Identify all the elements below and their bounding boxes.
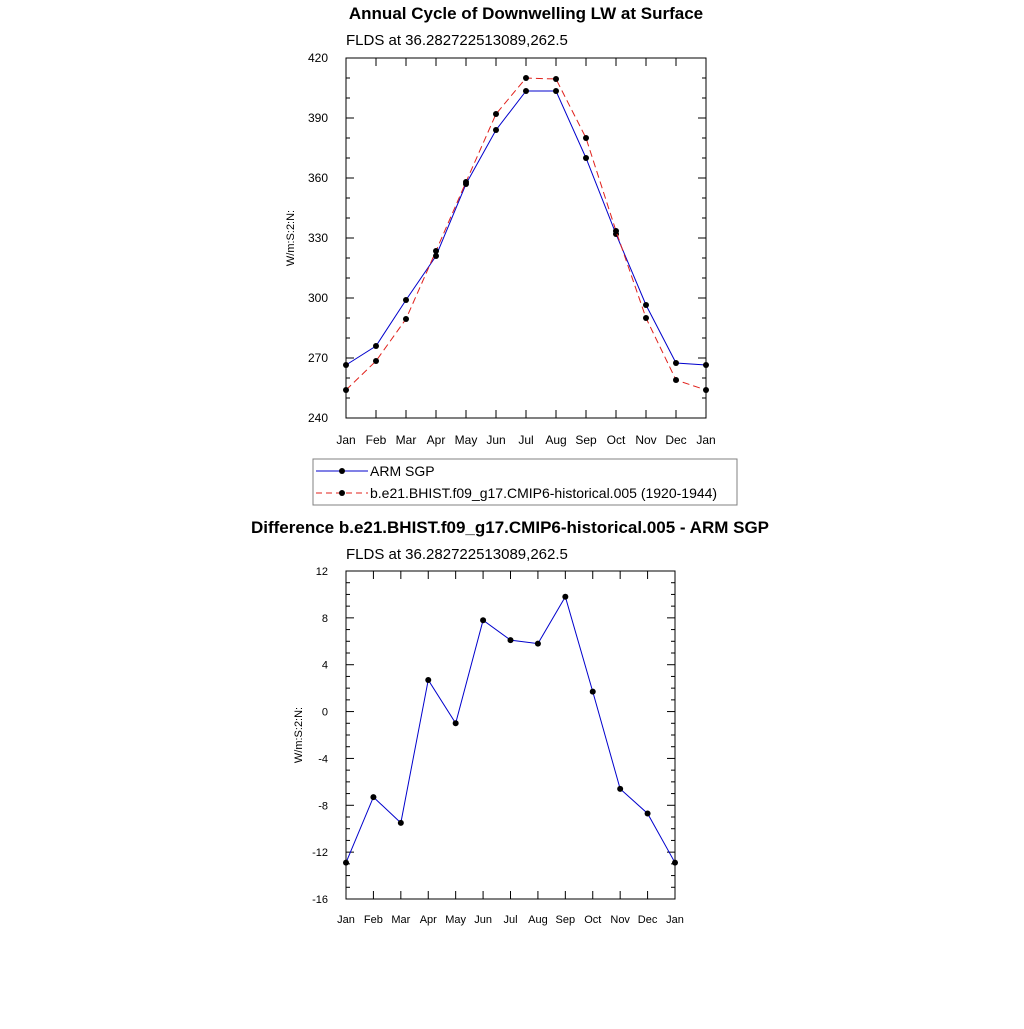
- chart1-ytick-label: 420: [307, 51, 328, 65]
- chart1-ytick-label: 240: [307, 411, 328, 425]
- chart1-series-0-point: [703, 362, 709, 368]
- chart1-xtick-label: May: [454, 433, 478, 447]
- chart1-ytick-label: 360: [307, 171, 328, 185]
- chart1-xtick-label: Jul: [518, 433, 534, 447]
- chart1-series-0-point: [493, 127, 499, 133]
- chart2-series-0-point: [590, 689, 596, 695]
- chart1-ylabel: W/m:S:2:N:: [285, 209, 297, 267]
- chart1-series-1-point: [523, 75, 529, 81]
- difference-chart: [251, 518, 769, 926]
- chart2-ytick-label: 0: [321, 706, 328, 719]
- chart2-xtick-label: Mar: [391, 914, 411, 926]
- chart1-plot-frame: [346, 58, 706, 418]
- chart1-series-1-point: [343, 387, 349, 393]
- chart1-series-0-point: [403, 297, 409, 303]
- chart2-title: Difference b.e21.BHIST.f09_g17.CMIP6-historical.005 - ARM SGP: [250, 518, 770, 537]
- chart2-series-0-point: [562, 594, 568, 600]
- chart1-xtick-label: Aug: [545, 433, 567, 447]
- chart1-xtick-label: Jun: [486, 433, 506, 447]
- chart1-xtick-label: Mar: [395, 433, 417, 447]
- legend-marker-model: [339, 490, 345, 496]
- chart2-series-0-point: [617, 786, 623, 792]
- chart1-xtick-label: Jan: [336, 433, 356, 447]
- chart1-series-1-point: [673, 377, 679, 383]
- chart1-series-1-point: [703, 387, 709, 393]
- chart2-plot-frame: [346, 571, 675, 899]
- chart2-series-0-point: [480, 617, 486, 623]
- chart2-series-0-point: [370, 794, 376, 800]
- chart1-title: Annual Cycle of Downwelling LW at Surface: [348, 4, 704, 23]
- chart2-series-line-0: [346, 597, 675, 863]
- chart1-series-1-point: [643, 315, 649, 321]
- chart1-xtick-label: Oct: [606, 433, 626, 447]
- chart1-xtick-label: Apr: [426, 433, 446, 447]
- chart1-series-0-point: [373, 343, 379, 349]
- chart1-series-0-point: [583, 155, 589, 161]
- chart2-series-0-point: [398, 820, 404, 826]
- chart2-ytick-label: -4: [318, 753, 328, 766]
- chart2-series-0-point: [508, 637, 514, 643]
- chart1-xtick-label: Feb: [365, 433, 387, 447]
- chart1-xtick-label: Nov: [635, 433, 657, 447]
- chart1-ytick-label: 300: [307, 291, 328, 305]
- chart1-series-1-point: [553, 76, 559, 82]
- chart1-series-1-point: [403, 316, 409, 322]
- chart1-legend: [313, 459, 737, 505]
- chart1-series-1-point: [433, 248, 439, 254]
- chart2-xtick-label: Oct: [584, 914, 602, 926]
- chart1-ytick-label: 270: [307, 351, 328, 365]
- chart2-series-0-point: [453, 720, 459, 726]
- chart1-ytick-label: 330: [307, 231, 328, 245]
- chart2-xtick-label: Jan: [337, 914, 355, 926]
- chart1-xtick-label: Dec: [665, 433, 687, 447]
- chart2-ylabel: W/m:S:2:N:: [293, 706, 305, 764]
- legend-label-arm: ARM SGP: [370, 463, 435, 479]
- chart2-xtick-label: Jun: [474, 914, 492, 926]
- chart2-subtitle: FLDS at 36.282722513089,262.5: [346, 546, 568, 563]
- chart2-ytick-label: -16: [312, 894, 328, 906]
- legend-marker-arm: [339, 468, 345, 474]
- chart2-xtick-label: Jul: [503, 914, 518, 926]
- chart2-ytick-label: -8: [318, 800, 328, 813]
- chart1-series-1-point: [493, 111, 499, 117]
- chart1-series-1-point: [373, 358, 379, 364]
- chart2-xtick-label: May: [445, 914, 467, 926]
- chart2-xtick-label: Dec: [637, 914, 658, 926]
- chart2-series-0-point: [645, 810, 651, 816]
- chart2-ytick-label: 4: [321, 659, 328, 672]
- chart2-ytick-label: -12: [312, 847, 328, 860]
- chart1-ytick-label: 390: [307, 111, 328, 125]
- chart1-subtitle: FLDS at 36.282722513089,262.5: [346, 32, 568, 49]
- chart2-xtick-label: Apr: [419, 914, 437, 926]
- chart1-series-0-point: [523, 88, 529, 94]
- chart1-series-1-point: [613, 228, 619, 234]
- chart2-xtick-label: Sep: [555, 914, 576, 926]
- chart1-xtick-label: Sep: [575, 433, 597, 447]
- chart2-ytick-label: 12: [315, 566, 328, 578]
- annual-cycle-chart: [285, 4, 737, 505]
- chart1-series-0-point: [643, 302, 649, 308]
- chart1-series-line-0: [346, 91, 706, 365]
- chart2-series-0-point: [672, 860, 678, 866]
- chart1-series-0-point: [553, 88, 559, 94]
- legend-label-model: b.e21.BHIST.f09_g17.CMIP6-historical.005 (1920-1944): [370, 485, 718, 501]
- chart2-series-0-point: [425, 677, 431, 683]
- chart2-xtick-label: Aug: [528, 914, 548, 926]
- chart1-series-0-point: [343, 362, 349, 368]
- chart2-series-0-point: [535, 641, 541, 647]
- chart2-ytick-label: 8: [321, 612, 328, 625]
- chart2-xtick-label: Nov: [610, 914, 630, 926]
- chart1-series-1-point: [463, 179, 469, 185]
- chart1-xtick-label: Jan: [696, 433, 716, 447]
- chart1-series-1-point: [583, 135, 589, 141]
- chart1-series-0-point: [673, 360, 679, 366]
- chart1-series-line-1: [346, 78, 706, 390]
- chart2-series-0-point: [343, 860, 349, 866]
- chart2-xtick-label: Jan: [666, 914, 684, 926]
- chart2-xtick-label: Feb: [363, 914, 383, 926]
